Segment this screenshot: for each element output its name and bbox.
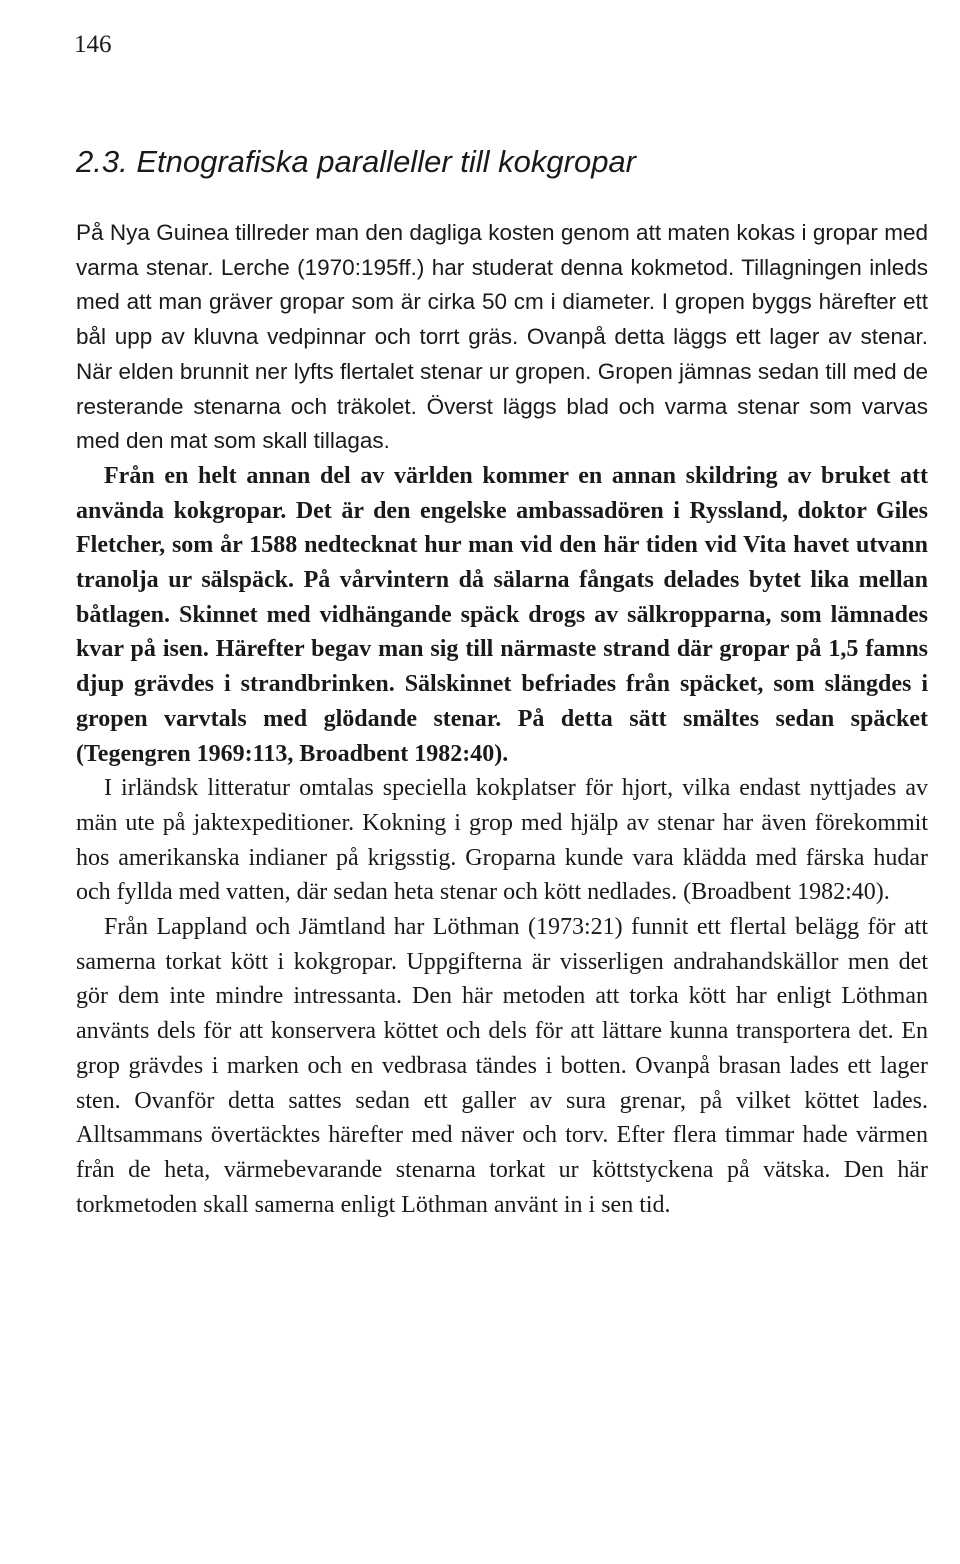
body-text <box>76 216 928 1222</box>
paragraph-white-sea: Från en helt annan del av världen kommer en annan skildring av bruket att använda kokgropar. Det är den engelske ambassadören i Ryssland, doktor Giles Fletcher, som år 1588 nedtecknat hur man vid den här tiden vid Vita havet utvann tranolja ur sälspäck. På vårvintern då sälarna fångats delades bytet lika mellan båtlagen. Skinnet med vidhängande späck drogs av sälkropparna, som lämnades kvar på isen. Härefter begav man sig till närmaste strand där gropar på 1,5 famns djup grävdes i strandbrinken. Sälskinnet befriades från späcket, som slängdes i gropen varvtals med glödande stenar. På detta sätt smältes sedan späcket (Tegengren 1969:113, Broadbent 1982:40). <box>76 462 928 767</box>
paragraph-new-guinea: På Nya Guinea tillreder man den dagliga kosten genom att maten kokas i gropar med varma stenar. Lerche (1970:195ff.) har studerat denna kokmetod. Tillagningen inleds med att man gräver gropar som är cirka 50 cm i diameter. I gropen byggs härefter ett bål upp av kluvna vedpinnar och torrt gräs. Ovanpå detta läggs ett lager av stenar. När elden brunnit ner lyfts flertalet stenar ur gropen. Gropen jämnas sedan till med de resterande stenarna och träkolet. Överst läggs blad och varma stenar som varvas med den mat som skall tillagas. <box>76 220 928 454</box>
section-heading: 2.3. Etnografiska paralleller till kokgropar <box>76 144 636 179</box>
paragraph-lappland: Från Lappland och Jämtland har Löthman (1973:21) funnit ett flertal belägg för att samerna torkat kött i kokgropar. Uppgifterna är visserligen andrahandskällor men det gör dem inte mindre intressanta. Den här metoden att torka kött har enligt Löthman använts dels för att konservera köttet och dels för att lättare kunna transportera det. En grop grävdes i marken och en vedbrasa tändes i botten. Ovanpå brasan lades ett lager sten. Ovanför detta sattes sedan ett galler av sura grenar, på vilket köttet lades. Alltsammans övertäcktes härefter med näver och torv. Efter flera timmar hade värmen från de heta, värmebevarande stenarna torkat ur köttstyckena på vätska. Den här torkmetoden skall samerna enligt Löthman använt in i sen tid. <box>76 914 928 1218</box>
page-number: 146 <box>74 31 112 58</box>
paragraph-irish-literature: I irländsk litteratur omtalas speciella kokplatser för hjort, vilka endast nyttjades av män ute på jaktexpeditioner. Kokning i grop med hjälp av stenar har även förekommit hos amerikanska indianer på krigsstig. Groparna kunde vara klädda med färska hudar och fyllda med vatten, där sedan heta stenar och kött nedlades. (Broadbent 1982:40). <box>76 775 928 906</box>
